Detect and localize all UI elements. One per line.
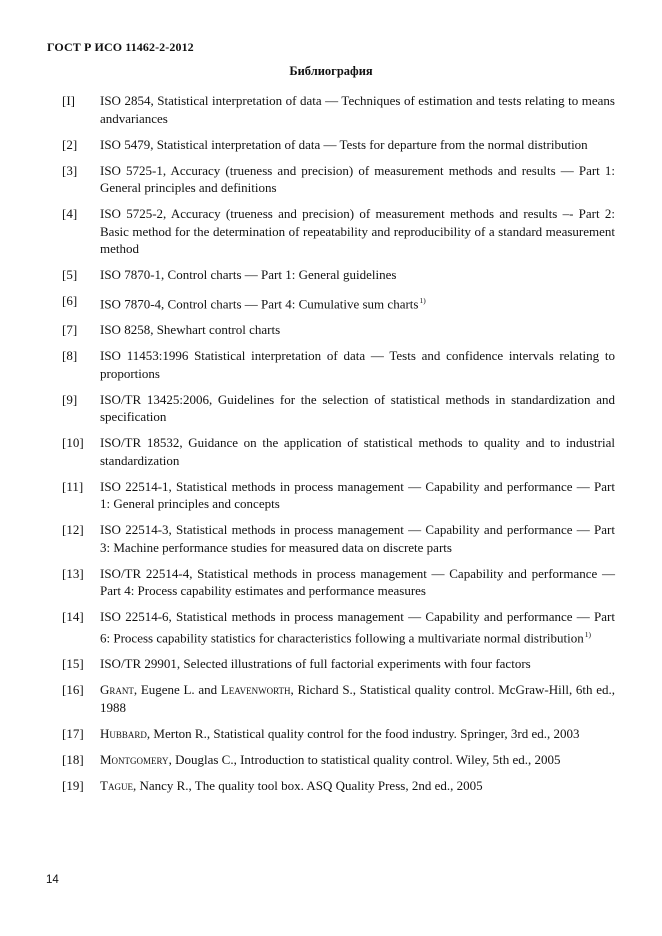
reference-text (100, 681, 615, 716)
reference-text: ISO 2854, Statistical interpretation of data — Techniques of estimation and tests relating to means andvariances (100, 93, 615, 126)
reference-item (62, 434, 615, 469)
reference-number: [17] (62, 725, 84, 741)
author-name: Grant (100, 682, 134, 698)
page-number: 14 (46, 874, 59, 886)
reference-text (100, 751, 615, 769)
reference-number: [2] (62, 136, 78, 152)
reference-number: [I] (62, 93, 75, 108)
reference-item (62, 478, 615, 513)
reference-body: , Douglas C., Introduction to statistical quality control. Wiley, 5th ed., 2005 (168, 751, 561, 767)
reference-body: , Merton R., Statistical quality control for the food industry. Springer, 3rd ed., 2003 (146, 725, 580, 741)
reference-body: , Nancy R., The quality tool box. ASQ Quality Press, 2nd ed., 2005 (132, 777, 483, 793)
author-name: Leavenworth (220, 682, 291, 698)
reference-body: , Richard S., Statistical quality control. McGraw-Hill, 6th ed., 1988 (100, 682, 615, 715)
reference-text: ISO 7870-1, Control charts — Part 1: General guidelines (100, 267, 397, 282)
reference-number: [14] (62, 609, 84, 625)
reference-text: ISO/TR 22514-4, Statistical methods in process management — Capability and performance — Part 4: Process capability estimates and performance measures (100, 565, 615, 599)
reference-text: ISO/TR 18532, Guidance on the application of statistical methods to quality and to industrial standardization (100, 435, 615, 468)
reference-text: ISO 8258, Shewhart control charts (100, 322, 281, 338)
reference-text (100, 608, 615, 646)
reference-number: [15] (62, 656, 84, 672)
reference-text (100, 292, 615, 313)
reference-item (62, 292, 615, 313)
reference-number: [4] (62, 206, 78, 221)
author-name: Tague (100, 777, 133, 793)
footnote-marker: 1) (419, 296, 426, 305)
author-name: Montgomery (100, 751, 169, 767)
reference-text: ISO 5725-2, Accuracy (trueness and precision) of measurement methods and results –- Part 2: Basic method for the determination of repeatability and reproducibility of a standard measurement method (100, 206, 615, 256)
reference-body: ISO 22514-6, Statistical methods in process management — Capability and performance — Part 6: Process capability statistics for characteristics following a multivariate normal distribution (100, 609, 615, 646)
reference-text: ISO 22514-1, Statistical methods in process management — Capability and performance — Part 1: General principles and concepts (100, 478, 615, 512)
author-name: Hubbard (100, 725, 147, 741)
reference-number: [5] (62, 267, 78, 282)
reference-number: [6] (62, 293, 78, 308)
reference-text: ISO 5479, Statistical interpretation of data — Tests for departure from the normal distribution (100, 136, 588, 152)
bibliography-title: Библиография (289, 64, 373, 78)
reference-number: [13] (62, 565, 84, 581)
reference-text: ISO 11453:1996 Statistical interpretation of data — Tests and confidence intervals relating to proportions (100, 348, 615, 381)
reference-text: ISO/TR 13425:2006, Guidelines for the selection of statistical methods in standardization and specification (100, 391, 615, 425)
reference-item (62, 565, 615, 600)
reference-number: [10] (62, 435, 84, 451)
reference-text: ISO 5725-1, Accuracy (trueness and precision) of measurement methods and results — Part 1: General principles and definitions (100, 162, 615, 195)
reference-text: ISO/TR 29901, Selected illustrations of full factorial experiments with four factors (100, 656, 531, 672)
reference-text (100, 725, 615, 743)
reference-item (62, 751, 615, 769)
reference-item (62, 266, 615, 284)
reference-text (100, 777, 615, 795)
reference-item (62, 681, 615, 716)
reference-item (62, 391, 615, 426)
reference-item (62, 162, 615, 197)
document-code: ГОСТ Р ИСО 11462-2-2012 (47, 40, 194, 54)
reference-item (62, 608, 615, 646)
reference-number: [9] (62, 391, 78, 407)
reference-item (62, 136, 615, 154)
reference-item (62, 321, 615, 339)
reference-item (62, 725, 615, 743)
reference-item (62, 347, 615, 382)
reference-list (62, 92, 615, 803)
reference-body: , Eugene L. and (133, 682, 221, 698)
reference-item (62, 521, 615, 556)
reference-item (62, 777, 615, 795)
reference-body: ISO 7870-4, Control charts — Part 4: Cumulative sum charts (100, 296, 419, 312)
reference-number: [8] (62, 348, 78, 364)
reference-number: [7] (62, 322, 78, 338)
reference-text: ISO 22514-3, Statistical methods in process management — Capability and performance — Part 3: Machine performance studies for measured data on discrete parts (100, 522, 615, 555)
reference-number: [12] (62, 522, 84, 538)
reference-number: [18] (62, 751, 84, 767)
reference-number: [16] (62, 682, 84, 698)
reference-number: [19] (62, 777, 84, 793)
reference-item (62, 205, 615, 258)
reference-item (62, 655, 615, 673)
reference-number: [11] (62, 478, 84, 494)
reference-item (62, 92, 615, 127)
reference-number: [3] (62, 162, 78, 178)
footnote-marker: 1) (584, 629, 592, 639)
